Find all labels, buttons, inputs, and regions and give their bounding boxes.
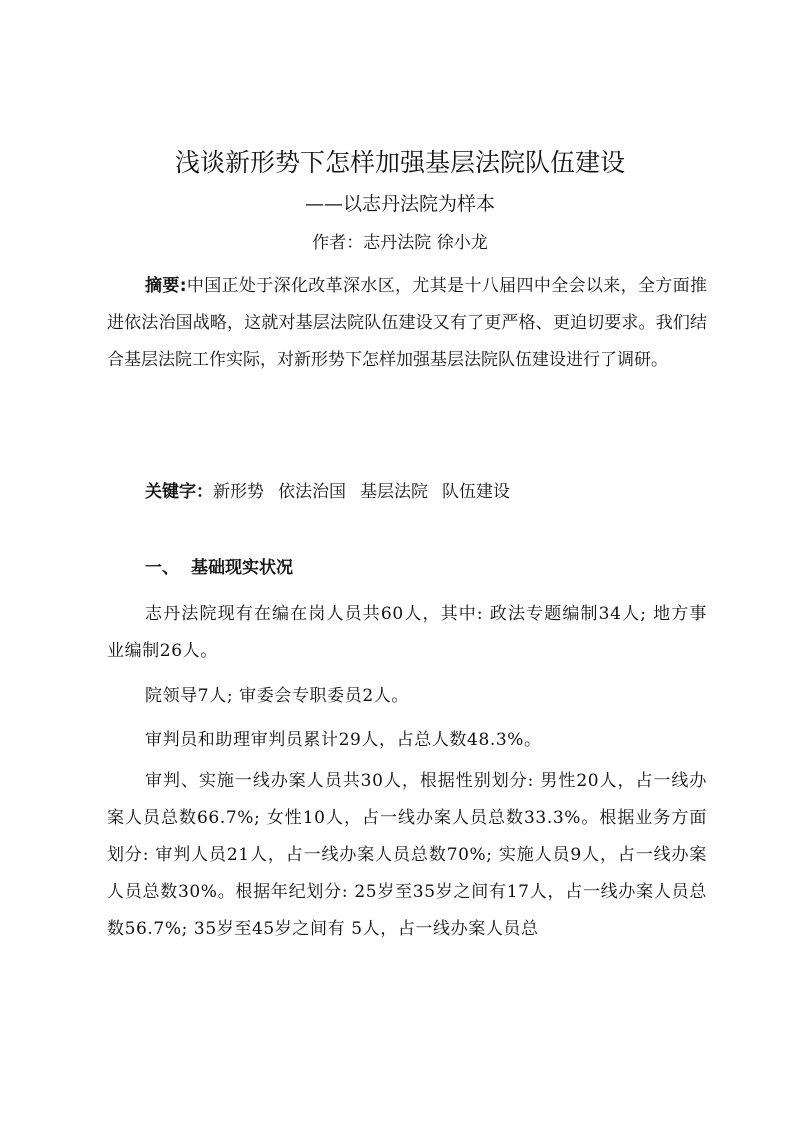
body-paragraph: 院领导7人; 审委会专职委员2人。	[145, 686, 409, 706]
section-title: 基础现实状况	[191, 558, 293, 578]
keyword-item: 新形势	[213, 482, 264, 502]
section-number: 一、	[145, 558, 179, 578]
body-paragraph: 志丹法院现有在编在岗人员共60人，其中: 政法专题编制34人; 地方事业编制26人。	[107, 604, 707, 661]
keywords-label: 关键字：	[145, 482, 213, 502]
section-heading	[145, 554, 293, 582]
document-subtitle: ——以志丹法院为样本	[304, 193, 495, 215]
body-paragraph: 审判员和助理审判员累计29人，占总人数48.3%。	[145, 730, 542, 750]
body-paragraph: 审判、实施一线办案人员共30人，根据性别划分: 男性20人，占一线办案人员总数66.7%; 女性10人，占一线办案人员总数33.3%。根据业务方面划分: 审判人员21人，占一线办案人员总数70%; 实施人员9人，占一线办案人员总数30%。根据年纪划分: 25岁至35岁之间有17人，占一线办案人员总数56.7%; 35岁至45岁之间有 5人，占一线办案人员总	[107, 771, 707, 939]
keyword-item: 基层法院	[360, 482, 428, 502]
author-line: 作者：志丹法院 徐小龙	[312, 233, 488, 253]
document-title: 浅谈新形势下怎样加强基层法院队伍建设	[174, 148, 625, 177]
abstract-text: 中国正处于深化改革深水区，尤其是十八届四中全会以来，全方面推进依法治国战略，这就对基层法院队伍建设又有了更严格、更迫切要求。我们结合基层法院工作实际，对新形势下怎样加强基层法院队伍建设进行了调研。	[107, 276, 707, 370]
keyword-item: 依法治国	[278, 482, 346, 502]
keyword-item: 队伍建设	[442, 482, 510, 502]
keywords-line	[145, 478, 524, 506]
abstract-paragraph	[107, 268, 707, 379]
abstract-label: 摘要:	[145, 276, 187, 296]
